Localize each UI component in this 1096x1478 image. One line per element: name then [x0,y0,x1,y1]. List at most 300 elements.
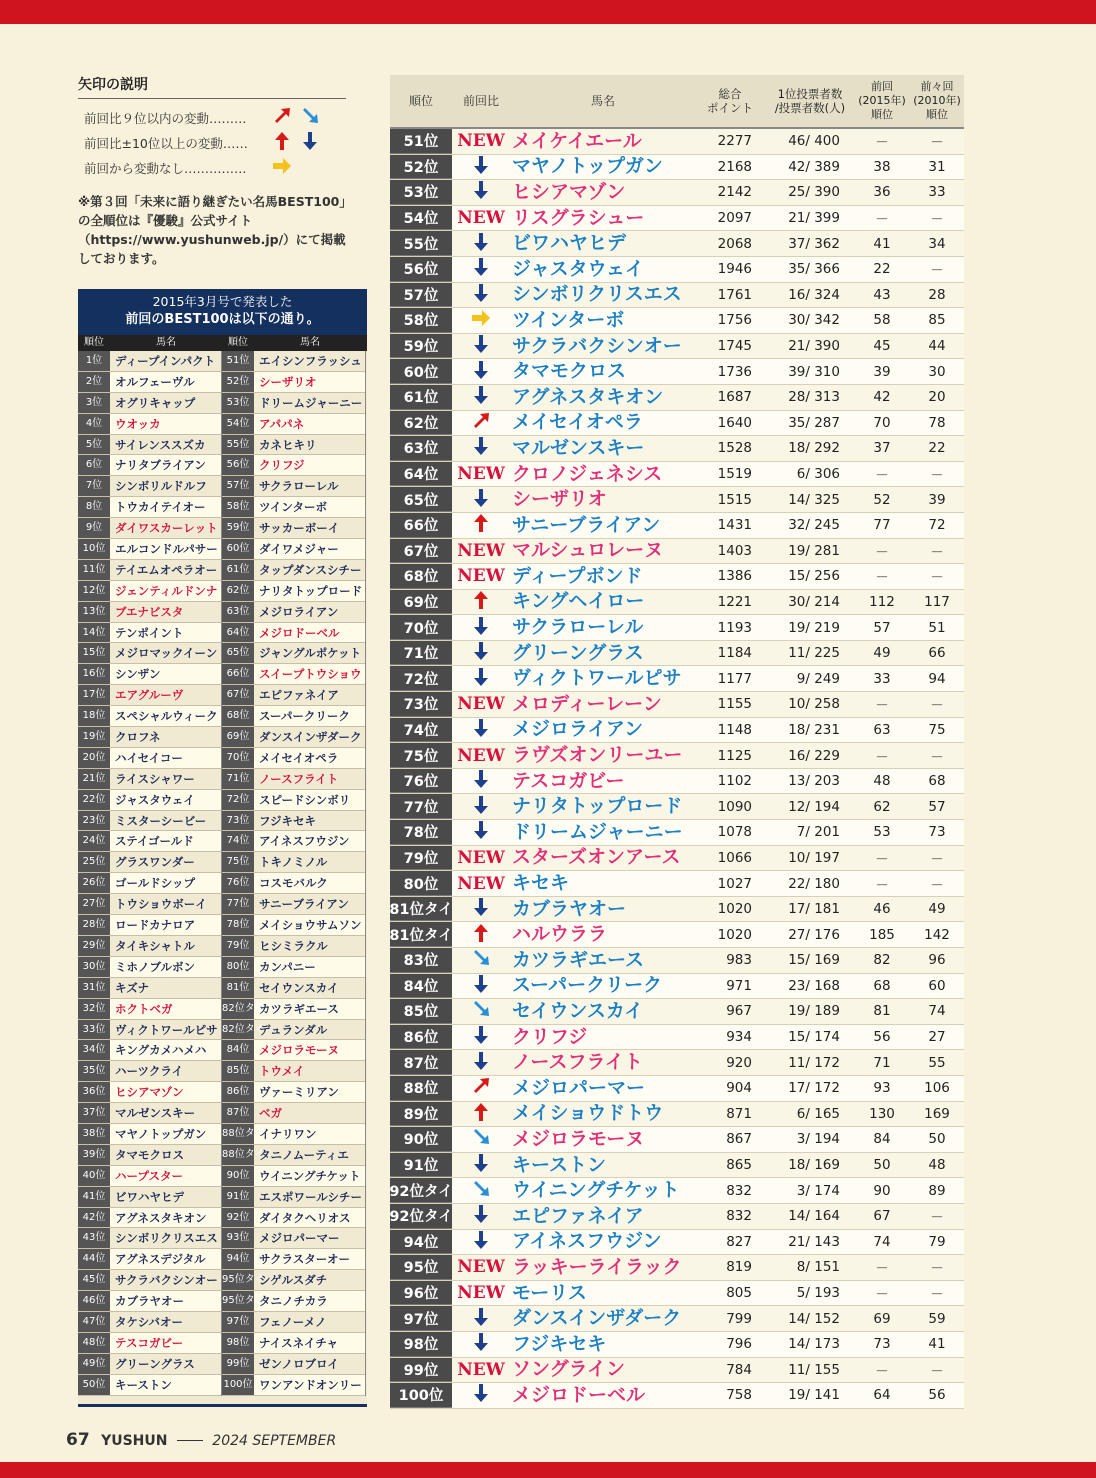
previous-2015-rank: 39 [873,363,891,380]
previous-horse-name: ロードカナロア [115,918,196,933]
previous-rank: 97位 [222,1312,254,1332]
previous-rank: 37位 [78,1103,110,1123]
rank-cell: 54位 [390,206,452,231]
first-place-votes: 35/ 366 [788,261,840,278]
previous-2015-rank: － [875,749,889,766]
header-change: 前回比 [462,94,499,108]
previous-2010-rank: 34 [928,235,946,252]
previous-table-row [222,643,365,664]
previous-table-row [78,873,221,894]
previous-rank: 99位 [222,1354,254,1374]
first-place-votes: 9/ 249 [796,670,840,687]
up-arrow-icon [471,1101,491,1127]
previous-table-row [222,1020,365,1041]
total-points: 1515 [717,491,752,508]
horse-name: グリーングラス [512,641,644,664]
previous-rank: 62位 [222,581,254,601]
previous-rank: 57位 [222,476,254,496]
previous-table-row [78,1103,221,1124]
previous-rank: 71位 [222,769,254,789]
previous-heading-line1: 2015年3月号で発表した [152,294,293,309]
previous-table-row [78,664,221,685]
previous-horse-name: メジロパーマー [259,1231,340,1246]
first-place-votes: 28/ 313 [788,389,840,406]
first-place-votes: 30/ 342 [788,312,840,329]
previous-table-row [222,936,365,957]
previous-rank: 68位 [222,706,254,726]
change-cell [452,334,510,359]
rank-cell: 60位 [390,359,452,384]
horse-name: クロノジェネシス [512,462,663,485]
change-cell [452,1383,510,1408]
rank-cell: 66位 [390,513,452,538]
first-place-votes: 6/ 306 [796,466,840,483]
change-cell [452,1255,510,1280]
previous-rank: 79位 [222,936,254,956]
previous-horse-name: サクラローレル [259,479,339,494]
total-points: 983 [726,952,752,969]
horse-name: キングヘイロー [512,590,645,613]
ranking-row [390,1050,964,1076]
change-cell [452,743,510,768]
previous-table-row [78,1354,221,1375]
previous-rank: 42位 [78,1208,110,1228]
previous-2010-rank: 78 [928,414,946,431]
down-arrow-icon [471,615,491,641]
previous-rank: 75位 [222,852,254,872]
ranking-row [390,462,964,488]
down-arrow-icon [471,435,491,461]
previous-horse-name: ジャングルポケット [259,646,362,661]
previous-rank: 91位 [222,1187,254,1207]
rank-cell: 92位タイ [390,1204,452,1229]
previous-horse-name: マヤノトップガン [115,1126,207,1141]
down-arrow-icon [471,1306,491,1332]
horse-name: キセキ [512,872,570,895]
rank-cell: 67位 [390,539,452,564]
previous-2010-rank: 142 [924,926,950,943]
rank-cell: 76位 [390,769,452,794]
previous-horse-name: テイエムオペラオー [115,562,218,577]
first-place-votes: 21/ 399 [788,210,840,227]
total-points: 1027 [717,875,752,892]
total-points: 1640 [717,414,752,431]
page-footer [66,1430,336,1450]
previous-2010-rank: 59 [928,1310,946,1327]
previous-table-row [78,727,221,748]
previous-2010-rank: － [930,698,944,715]
previous-table-row [222,1187,365,1208]
previous-table-row [222,602,365,623]
previous-column-headers [78,335,367,351]
ranking-row [390,359,964,385]
previous-horse-name: カツラギエース [259,1001,339,1016]
previous-table-row [222,790,365,811]
change-cell [452,411,510,436]
ranking-row [390,641,964,667]
previous-horse-name: シーザリオ [259,374,317,389]
first-place-votes: 19/ 141 [788,1387,840,1404]
prev-col-name-2: 馬名 [300,337,320,348]
first-place-votes: 13/ 203 [788,773,840,790]
change-cell [452,359,510,384]
previous-2010-rank: 66 [928,645,946,662]
previous-2015-rank: 82 [873,952,891,969]
previous-table-row [222,1040,365,1061]
first-place-votes: 17/ 181 [788,901,840,918]
rank-cell: 68位 [390,564,452,589]
total-points: 1177 [717,670,752,687]
previous-rank: 82位タイ [222,1020,254,1040]
previous-table-row [78,831,221,852]
previous-horse-name: ヴィクトワールピサ [115,1022,218,1037]
ranking-row [390,948,964,974]
previous-2010-rank: － [930,1363,944,1380]
previous-horse-name: トウカイテイオー [115,500,206,515]
previous-table-row [222,1145,365,1166]
previous-table-row [222,957,365,978]
first-place-votes: 18/ 169 [788,1157,840,1174]
previous-rank: 76位 [222,873,254,893]
ranking-row [390,436,964,462]
ranking-row [390,820,964,846]
previous-horse-name: ヒシミラクル [259,938,328,953]
previous-table-row [78,1208,221,1229]
total-points: 865 [726,1157,752,1174]
down-arrow-icon [471,666,491,692]
legend-text: 前回から変動なし…………… [84,160,247,176]
previous-rank: 98位 [222,1333,254,1353]
previous-horse-name: ハイセイコー [115,750,183,765]
previous-2015-rank: 73 [873,1336,891,1353]
change-cell [452,257,510,282]
change-cell [452,206,510,231]
previous-rank: 24位 [78,831,110,851]
previous-rank: 12位 [78,581,110,601]
first-place-votes: 10/ 258 [788,696,840,713]
previous-rank: 27位 [78,894,110,914]
previous-2015-rank: － [875,1363,889,1380]
diag-down-arrow-icon [471,1126,491,1152]
previous-horse-name: ナイスネイチャ [259,1335,339,1350]
previous-horse-name: カネヒキリ [259,437,317,452]
previous-table-row [78,685,221,706]
ranking-table [390,75,964,1409]
total-points: 1020 [717,901,752,918]
previous-horse-name: コスモバルク [259,876,328,891]
previous-rank: 73位 [222,811,254,831]
change-cell [452,385,510,410]
change-cell [452,180,510,205]
horse-name: カツラギエース [512,948,645,971]
horse-name: ヴィクトワールピサ [512,667,682,690]
previous-table-row [78,915,221,936]
down-arrow-icon [471,384,491,410]
down-arrow-icon [471,717,491,743]
previous-2010-rank: 55 [928,1054,946,1071]
ranking-row [390,1204,964,1230]
change-cell [452,1281,510,1306]
previous-rank: 6位 [78,455,110,475]
total-points: 971 [726,977,752,994]
first-place-votes: 39/ 310 [788,363,840,380]
previous-2015-rank: － [875,1287,889,1304]
previous-table-row [78,643,221,664]
previous-2015-rank: － [875,877,889,894]
diag-down-arrow-icon [471,1178,491,1204]
horse-name: メロディーレーン [512,692,662,715]
previous-2010-rank: 39 [928,491,946,508]
first-place-votes: 15/ 256 [788,568,840,585]
change-cell [452,794,510,819]
previous-horse-name: メイショウサムソン [259,918,362,933]
previous-horse-name: ハーツクライ [115,1064,184,1079]
total-points: 796 [726,1336,752,1353]
previous-horse-name: キズナ [115,980,150,995]
previous-2010-rank: 31 [928,158,946,175]
down-arrow-icon [471,333,491,359]
previous-table-row [222,1061,365,1082]
prev-col-rank: 順位 [84,337,104,348]
ranking-row [390,487,964,513]
first-place-votes: 37/ 362 [788,235,840,252]
previous-table-row [78,706,221,727]
previous-rank: 50位 [78,1375,110,1395]
previous-rank: 46位 [78,1291,110,1311]
previous-table-row [78,393,221,414]
rank-cell: 85位 [390,999,452,1024]
previous-horse-name: イナリワン [259,1126,317,1141]
rank-cell: 97位 [390,1306,452,1331]
ranking-row [390,308,964,334]
rank-cell: 72位 [390,666,452,691]
first-place-votes: 16/ 229 [788,747,840,764]
previous-rank: 52位 [222,372,254,392]
previous-2010-rank: 48 [928,1157,946,1174]
previous-2010-rank: 50 [928,1131,946,1148]
previous-table-row [222,351,365,372]
change-cell [452,1230,510,1255]
magazine-brand: YUSHUN [101,1433,168,1449]
ranking-row [390,1076,964,1102]
previous-rank: 69位 [222,727,254,747]
horse-name: キーストン [512,1153,607,1176]
rank-cell: 55位 [390,231,452,256]
previous-rank: 60位 [222,539,254,559]
previous-horse-name: ウイニングチケット [259,1168,361,1183]
total-points: 1761 [717,286,752,303]
previous-2015-rank: 41 [873,235,891,252]
horse-name: メジロドーベル [512,1383,646,1406]
previous-rank: 94位 [222,1249,254,1269]
ranking-row [390,692,964,718]
previous-table-row [222,1375,365,1396]
change-cell [452,1127,510,1152]
legend-text: 前回比９位以内の変動……… [84,110,247,126]
ranking-row [390,590,964,616]
previous-table-row [78,1291,221,1312]
total-points: 1102 [717,773,752,790]
previous-rank: 55位 [222,435,254,455]
previous-horse-name: ダイタクヘリオス [259,1210,351,1225]
horse-name: ラッキーライラック [512,1255,682,1278]
total-points: 1078 [717,824,752,841]
total-points: 1431 [717,517,752,534]
previous-2010-rank: － [930,468,944,485]
horse-name: テスコガビー [512,769,625,792]
previous-2015-rank: 46 [873,901,891,918]
down-arrow-icon [300,130,328,155]
previous-rank: 10位 [78,539,110,559]
previous-horse-name: ダイワスカーレット [115,521,218,536]
change-cell [452,999,510,1024]
down-arrow-icon [471,1152,491,1178]
previous-2010-rank: 33 [928,184,946,201]
first-place-votes: 27/ 176 [788,926,840,943]
previous-horse-name: ヴァーミリアン [259,1085,339,1100]
horse-name: メジロライアン [512,718,644,741]
rank-cell: 86位 [390,1025,452,1050]
previous-2015-rank: － [875,212,889,229]
previous-rank: 92位 [222,1208,254,1228]
previous-2015-rank: 52 [873,491,891,508]
total-points: 758 [726,1387,752,1404]
horse-name: サクラローレル [512,616,644,639]
previous-2015-rank: 50 [873,1157,891,1174]
rank-cell: 65位 [390,487,452,512]
previous-rank: 72位 [222,790,254,810]
previous-horse-name: カンパニー [259,959,316,974]
new-badge: NEW [457,131,505,152]
previous-table-row [222,623,365,644]
new-badge: NEW [457,1257,505,1278]
ranking-row [390,206,964,232]
first-place-votes: 22/ 180 [788,875,840,892]
previous-2010-rank: 30 [928,363,946,380]
total-points: 934 [726,1029,752,1046]
previous-rank: 67位 [222,685,254,705]
horse-name: カブラヤオー [512,897,627,920]
rank-cell: 71位 [390,641,452,666]
previous-table-row [222,664,365,685]
previous-rank: 7位 [78,476,110,496]
legend-row [78,130,346,155]
previous-rank: 66位 [222,664,254,684]
previous-horse-name: シゲルスダチ [259,1273,328,1288]
previous-rank: 28位 [78,915,110,935]
previous-2010-rank: － [930,570,944,587]
ranking-row [390,1153,964,1179]
rank-cell: 74位 [390,718,452,743]
rank-cell: 83位 [390,948,452,973]
first-place-votes: 25/ 390 [788,184,840,201]
previous-2010-rank: － [930,1210,944,1227]
previous-rank: 8位 [78,497,110,517]
up-arrow-icon [471,512,491,538]
previous-horse-name: セイウンスカイ [259,980,339,995]
ranking-row [390,974,964,1000]
previous-horse-name: タケシバオー [115,1314,183,1329]
ranking-row [390,180,964,206]
down-arrow-icon [471,359,491,385]
previous-rank: 61位 [222,560,254,580]
previous-rank: 80位 [222,957,254,977]
previous-2010-rank: － [930,135,944,152]
header-points: 総合 ポイント [707,87,753,115]
previous-horse-name: ライスシャワー [115,771,195,786]
total-points: 1946 [717,261,752,278]
ranking-row [390,1178,964,1204]
previous-horse-name: エスポワールシチー [259,1189,362,1204]
change-cell [452,155,510,180]
previous-2010-rank: 75 [928,721,946,738]
legend-row [78,155,346,180]
previous-2010-rank: 20 [928,389,946,406]
horse-name: エピファネイア [512,1204,644,1227]
change-cell [452,1153,510,1178]
previous-best100-table [78,289,367,1407]
previous-rank: 18位 [78,706,110,726]
ranking-row [390,922,964,948]
first-place-votes: 21/ 390 [788,338,840,355]
previous-table-row [78,894,221,915]
previous-table-row [222,414,365,435]
previous-horse-name: ノースフライト [259,771,339,786]
previous-horse-name: スペシャルウィーク [115,709,218,724]
total-points: 1020 [717,926,752,943]
first-place-votes: 14/ 164 [788,1208,840,1225]
previous-2010-rank: 85 [928,312,946,329]
new-badge: NEW [457,1283,505,1304]
rank-cell: 63位 [390,436,452,461]
previous-table-row [222,873,365,894]
rank-cell: 62位 [390,411,452,436]
previous-table-row [78,435,221,456]
previous-table-row [78,623,221,644]
horse-name: ウイニングチケット [512,1179,680,1202]
previous-table-row [78,1061,221,1082]
previous-2015-rank: － [875,570,889,587]
previous-table-body [78,351,367,1396]
rank-cell: 84位 [390,974,452,999]
previous-horse-name: メジロラモーヌ [259,1043,340,1058]
previous-horse-name: メイセイオペラ [259,750,339,765]
new-badge: NEW [457,566,505,587]
first-place-votes: 19/ 189 [788,1003,840,1020]
previous-table-row [78,518,221,539]
previous-table-row [78,936,221,957]
previous-table-row [222,518,365,539]
previous-2015-rank: 84 [873,1131,891,1148]
horse-name: ラヴズオンリーユー [512,744,683,767]
previous-table-row [222,497,365,518]
previous-table-row [78,769,221,790]
change-cell [452,1306,510,1331]
previous-horse-name: シンボリルドルフ [115,479,207,494]
previous-rank: 93位 [222,1228,254,1248]
previous-horse-name: エアグルーヴ [115,688,184,703]
ranking-row [390,1281,964,1307]
rank-cell: 100位 [390,1383,452,1408]
previous-table-row [222,811,365,832]
legend-title: 矢印の説明 [78,74,346,99]
header-prev-2015: 前回 (2015年) 順位 [858,80,906,121]
first-place-votes: 10/ 197 [788,849,840,866]
previous-table-row [78,811,221,832]
change-cell [452,129,510,154]
total-points: 819 [726,1259,752,1276]
previous-table-row [222,1208,365,1229]
